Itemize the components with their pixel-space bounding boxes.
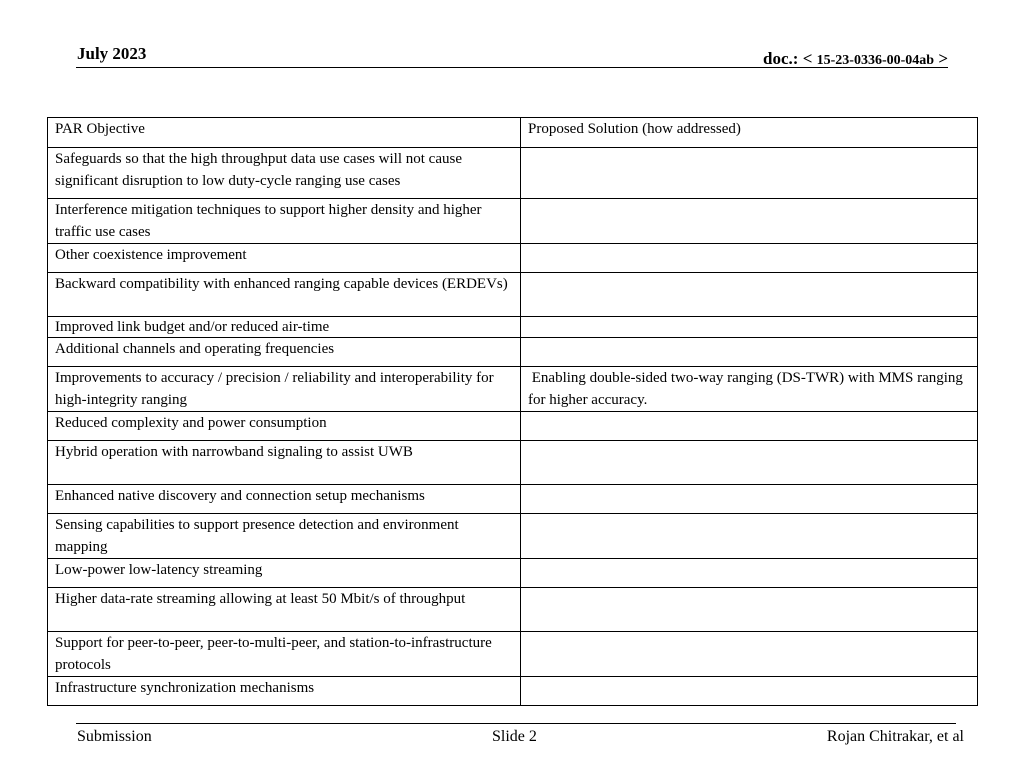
solution-cell: [521, 148, 978, 199]
objective-cell: Reduced complexity and power consumption: [48, 412, 521, 441]
doc-open-bracket: <: [802, 49, 817, 68]
footer-slide-number: Slide 2: [492, 728, 537, 745]
objective-cell: Other coexistence improvement: [48, 244, 521, 273]
header-date: July 2023: [77, 44, 147, 63]
table-header-row: [48, 118, 978, 148]
header-par-objective: PAR Objective: [48, 118, 521, 148]
objective-cell: Low-power low-latency streaming: [48, 559, 521, 588]
solution-cell: [521, 559, 978, 588]
solution-cell: [521, 485, 978, 514]
par-objectives-table: [47, 117, 978, 706]
doc-number: 15-23-0336-00-04ab: [816, 53, 935, 68]
objective-cell: Safeguards so that the high throughput data use cases will not cause significant disruption to low duty-cycle ranging use cases: [48, 148, 521, 199]
solution-cell: Enabling double-sided two-way ranging (DS-TWR) with MMS ranging for higher accuracy.: [521, 367, 978, 412]
header-divider: [76, 67, 948, 68]
table-row: [48, 273, 978, 317]
table-row: [48, 244, 978, 273]
table-row: [48, 338, 978, 367]
objective-cell: Support for peer-to-peer, peer-to-multi-peer, and station-to-infrastructure protocols: [48, 632, 521, 677]
solution-cell: [521, 514, 978, 559]
objective-cell: Interference mitigation techniques to support higher density and higher traffic use cases: [48, 199, 521, 244]
solution-cell: [521, 317, 978, 338]
objective-cell: Infrastructure synchronization mechanisms: [48, 677, 521, 706]
objective-cell: Improvements to accuracy / precision / reliability and interoperability for high-integrity ranging: [48, 367, 521, 412]
solution-cell: [521, 632, 978, 677]
table-row: [48, 677, 978, 706]
objective-cell: Sensing capabilities to support presence detection and environment mapping: [48, 514, 521, 559]
table-row: [48, 588, 978, 632]
objective-cell: Backward compatibility with enhanced ranging capable devices (ERDEVs): [48, 273, 521, 317]
objective-cell: Improved link budget and/or reduced air-time: [48, 317, 521, 338]
solution-cell: [521, 412, 978, 441]
solution-cell: [521, 273, 978, 317]
header-proposed-solution: Proposed Solution (how addressed): [521, 118, 978, 148]
solution-cell: [521, 244, 978, 273]
table-row: [48, 412, 978, 441]
table-row: [48, 317, 978, 338]
solution-cell: [521, 338, 978, 367]
table-row: [48, 632, 978, 677]
objective-cell: Higher data-rate streaming allowing at least 50 Mbit/s of throughput: [48, 588, 521, 632]
table-row: [48, 485, 978, 514]
solution-cell: [521, 677, 978, 706]
table-row: [48, 514, 978, 559]
footer-divider: [76, 723, 956, 724]
table-row: [48, 148, 978, 199]
table-row: [48, 199, 978, 244]
objective-cell: Hybrid operation with narrowband signaling to assist UWB: [48, 441, 521, 485]
table-row: [48, 441, 978, 485]
objective-cell: Enhanced native discovery and connection setup mechanisms: [48, 485, 521, 514]
solution-cell: [521, 588, 978, 632]
doc-label: doc.:: [763, 49, 803, 68]
footer-submission: Submission: [77, 728, 152, 745]
footer-author: Rojan Chitrakar, et al: [826, 728, 964, 745]
table-row: [48, 559, 978, 588]
solution-cell: [521, 441, 978, 485]
doc-close-bracket: >: [934, 49, 948, 68]
solution-cell: [521, 199, 978, 244]
objective-cell: Additional channels and operating frequencies: [48, 338, 521, 367]
table-row: [48, 367, 978, 412]
